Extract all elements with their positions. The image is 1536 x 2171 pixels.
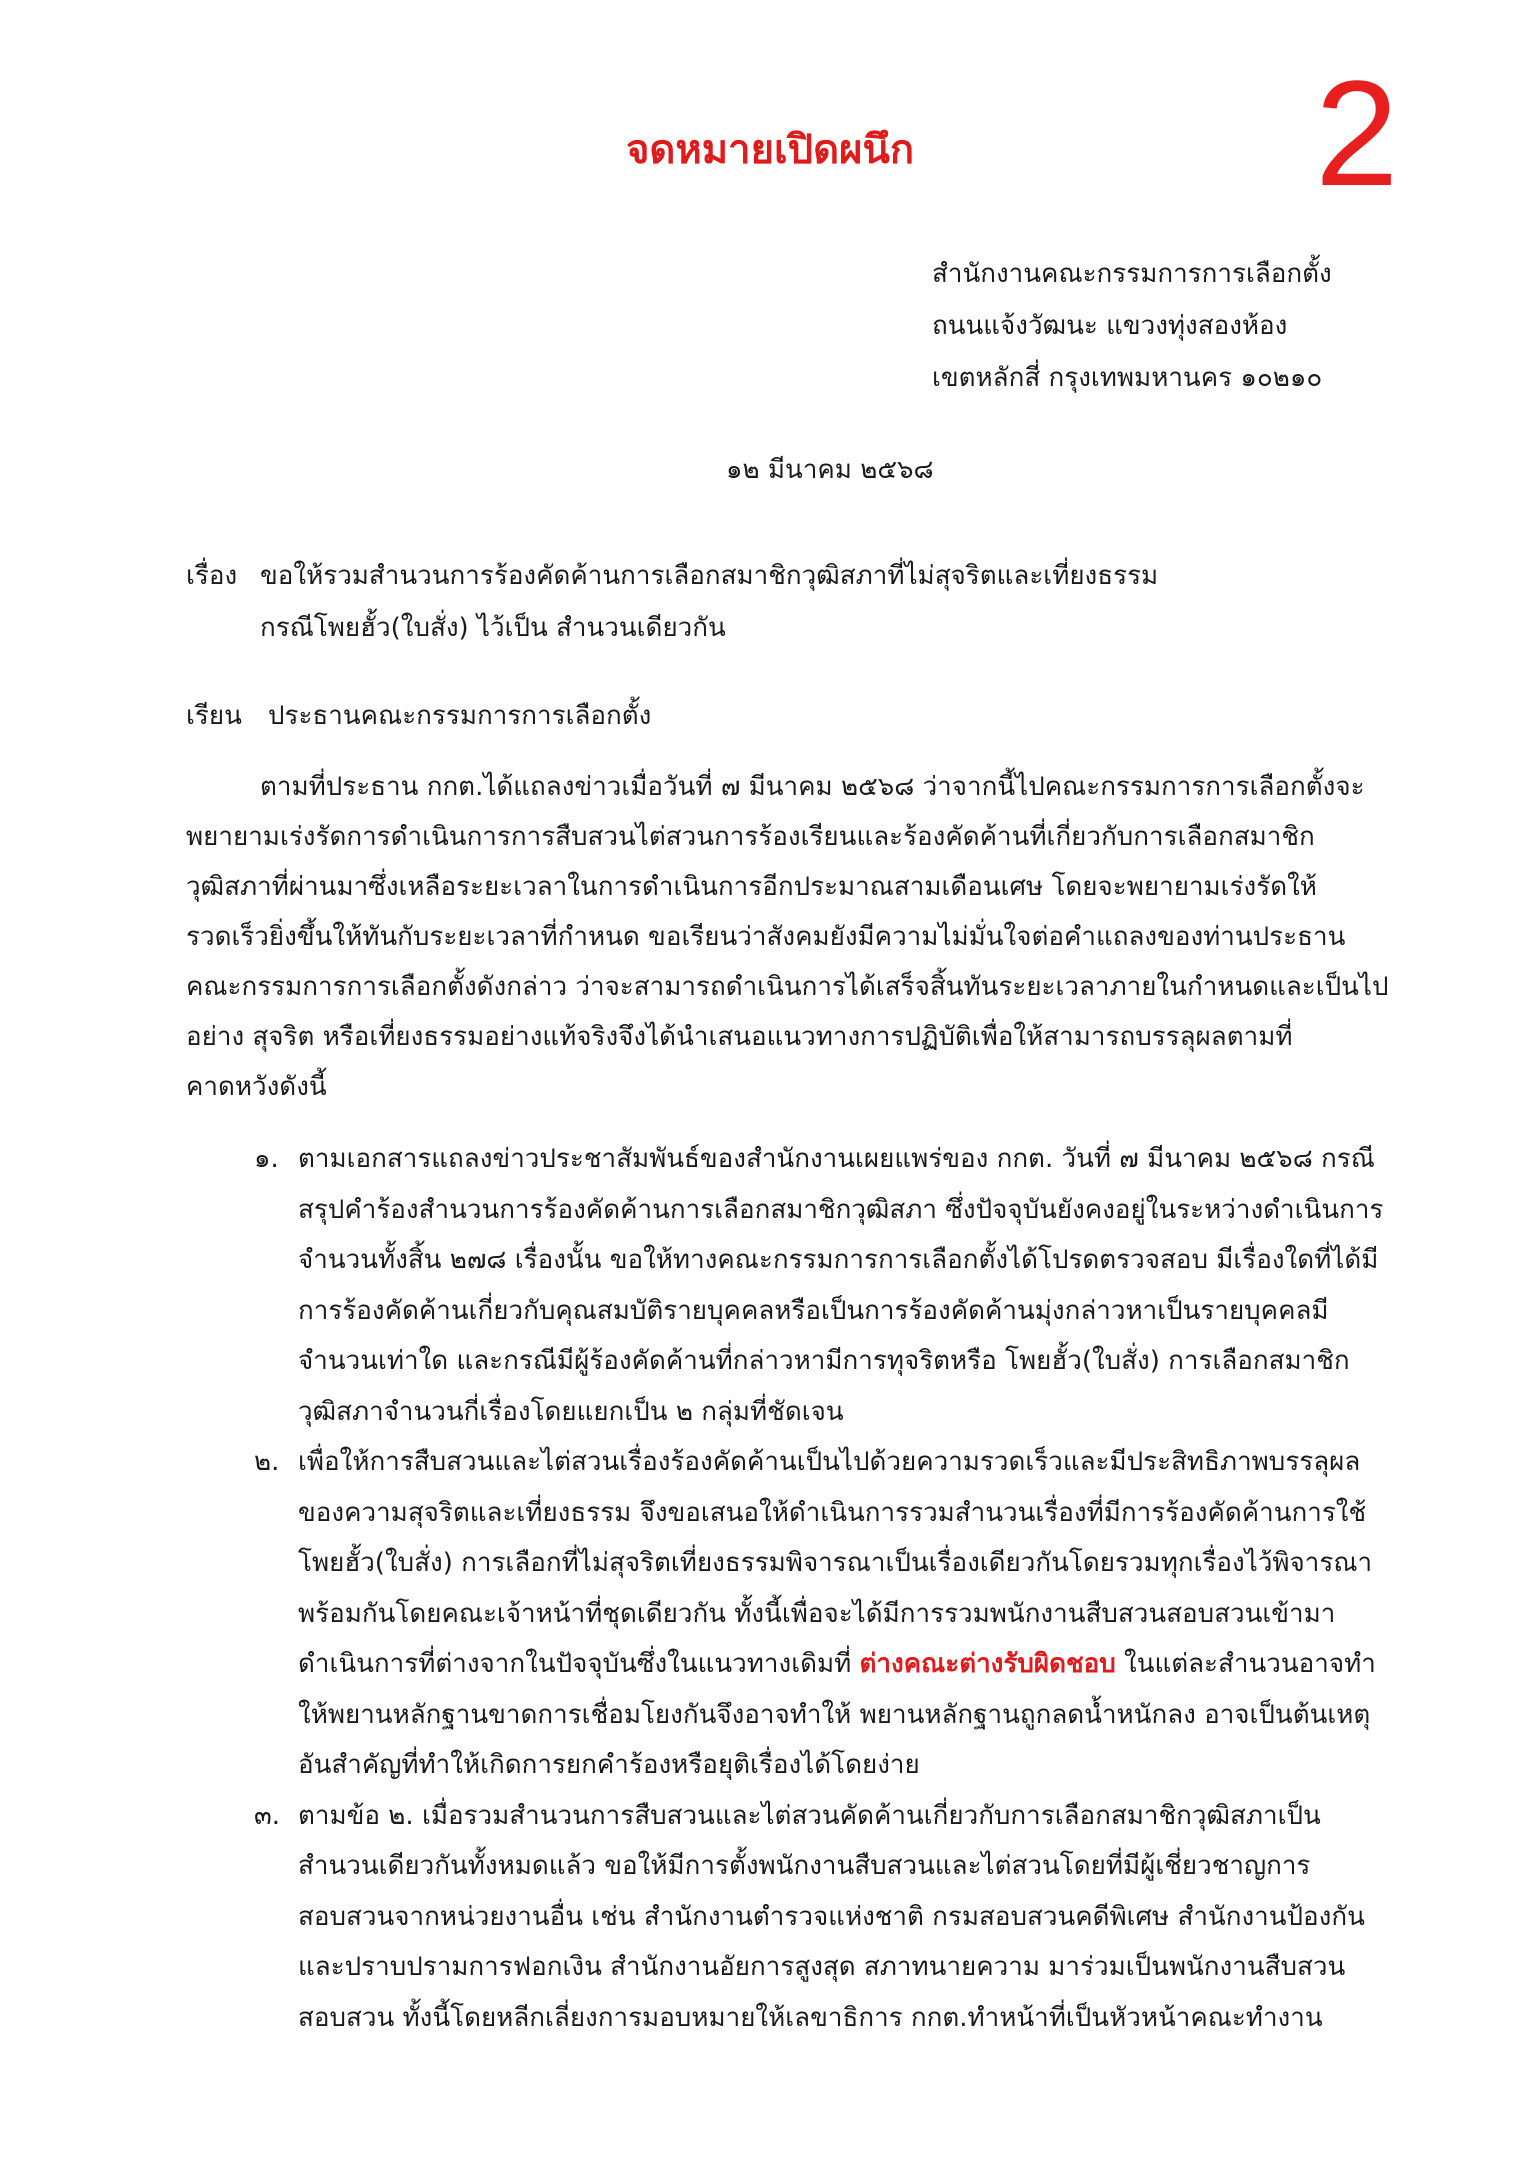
- list-item-line: อันสำคัญที่ทำให้เกิดการยกคำร้องหรือยุติเรื่องได้โดยง่าย: [298, 1750, 920, 1780]
- page-number: 2: [1315, 49, 1399, 217]
- list-item-line: วุฒิสภาจำนวนกี่เรื่องโดยแยกเป็น ๒ กลุ่มที่ชัดเจน: [298, 1396, 844, 1427]
- highlighted-phrase: ต่างคณะต่างรับผิดชอบ: [859, 1649, 1116, 1679]
- body-paragraph: [186, 762, 1389, 1112]
- list-item-line: จำนวนเท่าใด และกรณีมีผู้ร้องคัดค้านที่กล่าวหามีการทุจริตหรือ โพยฮั้ว(ใบสั่ง) การเลือกสมาชิก: [298, 1346, 1350, 1376]
- list-item: [254, 1134, 1384, 1437]
- numbered-list: [254, 1134, 1384, 2043]
- salutation-label: เรียน: [186, 701, 242, 731]
- subject-line: ขอให้รวมสำนวนการร้องคัดค้านการเลือกสมาชิกวุฒิสภาที่ไม่สุจริตและเที่ยงธรรม: [260, 561, 1159, 591]
- list-item-line: การร้องคัดค้านเกี่ยวกับคุณสมบัติรายบุคคลหรือเป็นการร้องคัดค้านมุ่งกล่าวหาเป็นรายบุคคลมี: [298, 1295, 1329, 1326]
- sender-address: [932, 248, 1332, 404]
- list-item-line: ของความสุจริตและเที่ยงธรรม จึงขอเสนอให้ดำเนินการรวมสำนวนเรื่องที่มีการร้องคัดค้านการใช้: [298, 1497, 1367, 1528]
- list-item-line: สำนวนเดียวกันทั้งหมดแล้ว ขอให้มีการตั้งพนักงานสืบสวนและไต่สวนโดยที่มีผู้เชี่ยวชาญการ: [298, 1851, 1311, 1881]
- list-item-line: ตามข้อ ๒. เมื่อรวมสำนวนการสืบสวนและไต่สวนคัดค้านเกี่ยวกับการเลือกสมาชิกวุฒิสภาเป็น: [298, 1800, 1321, 1831]
- salutation-recipient: ประธานคณะกรรมการการเลือกตั้ง: [268, 701, 652, 731]
- paragraph-line: รวดเร็วยิ่งขึ้นให้ทันกับระยะเวลาที่กำหนด ขอเรียนว่าสังคมยังมีความไม่มั่นใจต่อคำแถลงของท่านประธาน: [186, 922, 1346, 952]
- list-item-line: ตามเอกสารแถลงข่าวประชาสัมพันธ์ของสำนักงานเผยแพร่ของ กกต. วันที่ ๗ มีนาคม ๒๕๖๘ กรณี: [298, 1144, 1375, 1174]
- list-item-number: ๑.: [254, 1144, 279, 1174]
- list-item: [254, 1437, 1376, 1791]
- list-item-line: พร้อมกันโดยคณะเจ้าหน้าที่ชุดเดียวกัน ทั้งนี้เพื่อจะได้มีการรวมพนักงานสืบสวนสอบสวนเข้ามา: [298, 1598, 1336, 1629]
- subject-block: [186, 550, 1158, 654]
- list-item-line: จำนวนทั้งสิ้น ๒๗๘ เรื่องนั้น ขอให้ทางคณะกรรมการการเลือกตั้งได้โปรดตรวจสอบ มีเรื่องใดที่ได้มี: [298, 1245, 1379, 1275]
- list-item-line: สรุปคำร้องสำนวนการร้องคัดค้านการเลือกสมาชิกวุฒิสภา ซึ่งปัจจุบันยังคงอยู่ในระหว่างดำเนินการ: [298, 1194, 1384, 1225]
- list-item-text: ในแต่ละสำนวนอาจทำ: [1115, 1649, 1376, 1679]
- list-item-line: เพื่อให้การสืบสวนและไต่สวนเรื่องร้องคัดค้านเป็นไปด้วยความรวดเร็วและมีประสิทธิภาพบรรลุผล: [298, 1447, 1361, 1477]
- salutation: [186, 690, 651, 742]
- paragraph-line: วุฒิสภาที่ผ่านมาซึ่งเหลือระยะเวลาในการดำเนินการอีกประมาณสามเดือนเศษ โดยจะพยายามเร่งรัดให้: [186, 872, 1317, 902]
- address-line: ถนนแจ้งวัฒนะ แขวงทุ่งสองห้อง: [932, 311, 1288, 341]
- list-item-line: ให้พยานหลักฐานขาดการเชื่อมโยงกันจึงอาจทำให้ พยานหลักฐานถูกลดน้ำหนักลง อาจเป็นต้นเหตุ: [298, 1699, 1371, 1730]
- list-item-line: สอบสวนจากหน่วยงานอื่น เช่น สำนักงานตำรวจแห่งชาติ กรมสอบสวนคดีพิเศษ สำนักงานป้องกัน: [298, 1901, 1365, 1932]
- list-item-number: ๒.: [254, 1447, 280, 1477]
- list-item: [254, 1791, 1365, 2044]
- paragraph-line: ตามที่ประธาน กกต.ได้แถลงข่าวเมื่อวันที่ ๗ มีนาคม ๒๕๖๘ ว่าจากนี้ไปคณะกรรมการการเลือกตั้งจะ: [260, 772, 1365, 802]
- list-item-line: [298, 1639, 1376, 1690]
- list-item-line: สอบสวน ทั้งนี้โดยหลีกเลี่ยงการมอบหมายให้เลขาธิการ กกต.ทำหน้าที่เป็นหัวหน้าคณะทำงาน: [298, 2002, 1323, 2033]
- paragraph-line: พยายามเร่งรัดการดำเนินการการสืบสวนไต่สวนการร้องเรียนและร้องคัดค้านที่เกี่ยวกับการเลือกสมาชิก: [186, 822, 1315, 852]
- list-item-text: ดำเนินการที่ต่างจากในปัจจุบันซึ่งในแนวทางเดิมที่: [298, 1649, 860, 1679]
- paragraph-line: คาดหวังดังนี้: [186, 1072, 327, 1102]
- letter-date: ๑๒ มีนาคม ๒๕๖๘: [726, 455, 934, 485]
- address-line: เขตหลักสี่ กรุงเทพมหานคร ๑๐๒๑๐: [932, 363, 1323, 393]
- subject-line: กรณีโพยฮั้ว(ใบสั่ง) ไว้เป็น สำนวนเดียวกัน: [260, 613, 726, 643]
- paragraph-line: อย่าง สุจริต หรือเที่ยงธรรมอย่างแท้จริงจึงได้นำเสนอแนวทางการปฏิบัติเพื่อให้สามารถบรรลุผลตามที่: [186, 1022, 1293, 1052]
- paragraph-line: คณะกรรมการการเลือกตั้งดังกล่าว ว่าจะสามารถดำเนินการได้เสร็จสิ้นทันระยะเวลาภายในกำหนดและเป็นไป: [186, 972, 1389, 1002]
- list-item-line: โพยฮั้ว(ใบสั่ง) การเลือกที่ไม่สุจริตเที่ยงธรรมพิจารณาเป็นเรื่องเดียวกันโดยรวมทุกเรื่องไว้พิจารณา: [298, 1548, 1373, 1578]
- document-title: จดหมายเปิดผนึก: [625, 127, 915, 173]
- list-item-number: ๓.: [254, 1800, 281, 1831]
- address-line: สำนักงานคณะกรรมการการเลือกตั้ง: [932, 259, 1332, 289]
- subject-label: เรื่อง: [186, 561, 238, 591]
- list-item-line: และปราบปรามการฟอกเงิน สำนักงานอัยการสูงสุด สภาทนายความ มาร่วมเป็นพนักงานสืบสวน: [298, 1952, 1346, 1982]
